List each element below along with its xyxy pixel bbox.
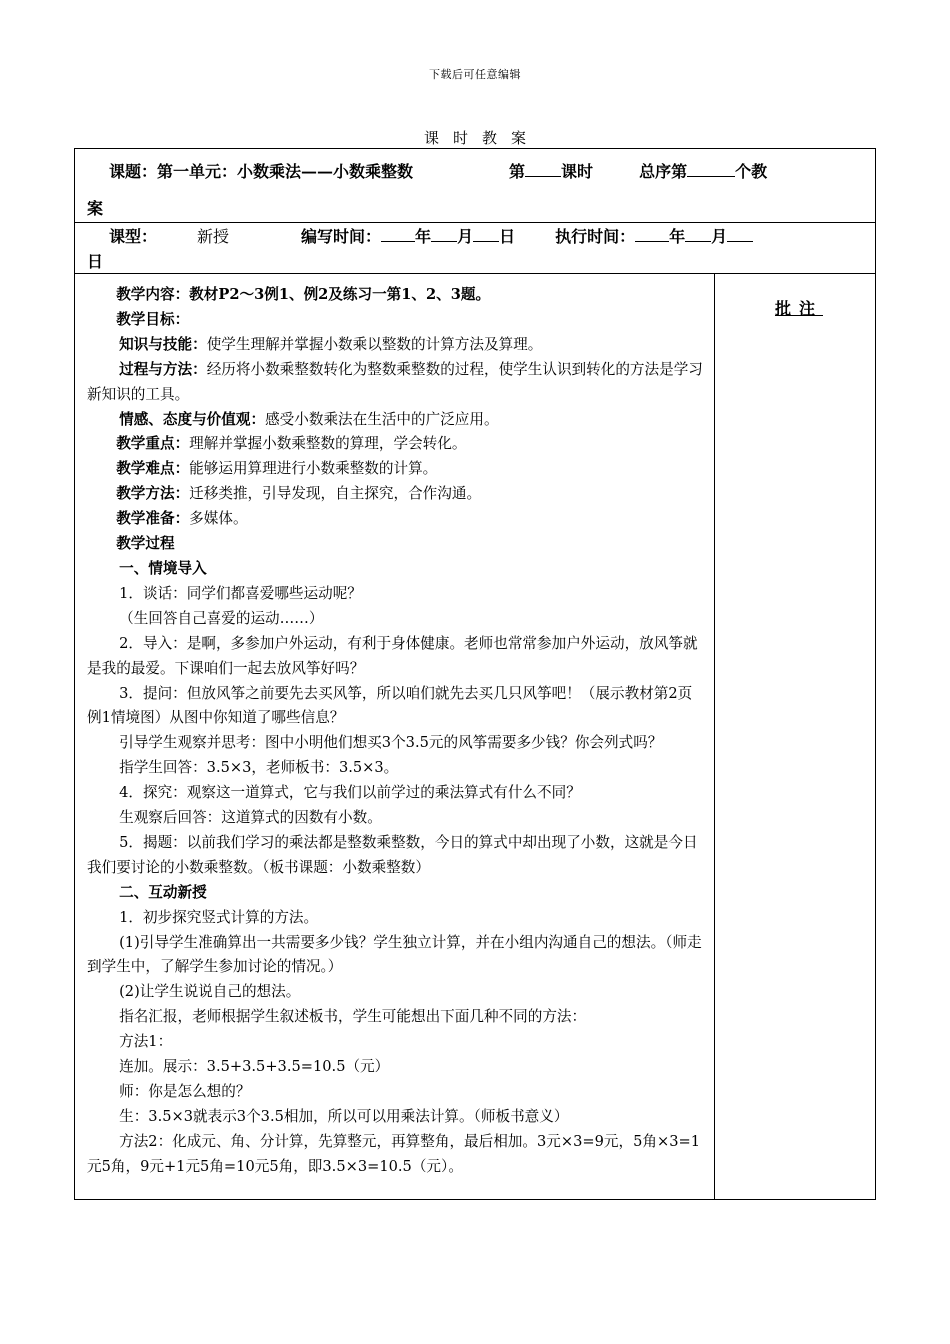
- exec-time-label: 执行时间：: [555, 227, 636, 246]
- paragraph: 方法1：: [119, 1033, 173, 1051]
- exec-year-label: 年: [669, 227, 686, 246]
- total-suffix-wrap: 案: [87, 199, 104, 218]
- teaching-prep: 教学准备：多媒体。: [116, 510, 248, 528]
- teaching-difficulty: 教学难点：能够运用算理进行小数乘整数的计算。: [116, 460, 438, 478]
- write-day-label: 日: [499, 227, 516, 246]
- paragraph: 引导学生观察并思考：图中小明他们想买3个3.5元的风筝需要多少钱？你会列式吗？: [119, 734, 663, 752]
- topic-row: [75, 149, 875, 223]
- write-month-label: 月: [457, 227, 474, 246]
- paragraph: 方法2：化成元、角、分计算，先算整元，再算整角，最后相加。3元×3=9元，5角×3=1元5角，9元+1元5角=10元5角，即3.5×3=10.5（元）。: [87, 1132, 701, 1175]
- annotation-label: 批注: [774, 299, 823, 318]
- paragraph: (1)引导学生准确算出一共需要多少钱？学生独立计算，并在小组内沟通自己的想法。（师走到学生中，了解学生参加讨论的情况。）: [87, 933, 702, 976]
- paragraph: 指学生回答：3.5×3，老师板书：3.5×3。: [119, 759, 399, 777]
- annotation-column: [715, 274, 875, 1199]
- type-value: 新授: [197, 227, 230, 246]
- write-year-label: 年: [415, 227, 432, 246]
- lesson-prefix: 第: [509, 162, 526, 181]
- lesson-content: [75, 274, 715, 1199]
- lesson-suffix: 课时: [561, 162, 594, 181]
- write-day-blank: [473, 225, 499, 242]
- write-year-blank: [381, 225, 415, 242]
- goals-label: 教学目标：: [116, 310, 190, 328]
- lesson-type-row: [75, 223, 875, 274]
- lesson-plan-table: [74, 148, 876, 1200]
- paragraph: 生：3.5×3就表示3个3.5相加，所以可以用乘法计算。（师板书意义）: [119, 1107, 569, 1125]
- goal-process: 过程与方法：经历将小数乘整数转化为整数乘整数的过程，使学生认识到转化的方法是学习新知识的工具。: [87, 360, 703, 403]
- total-prefix: 总序第: [639, 162, 688, 181]
- paragraph: 4．探究：观察这一道算式，它与我们以前学过的乘法算式有什么不同？: [119, 784, 581, 802]
- topic-value: 第一单元：小数乘法——小数乘整数: [157, 162, 414, 181]
- exec-month-label: 月: [711, 227, 728, 246]
- exec-month-blank: [685, 225, 711, 242]
- write-month-blank: [431, 225, 457, 242]
- section-heading: 二、互动新授: [119, 883, 207, 901]
- section-heading: 一、情境导入: [119, 559, 207, 577]
- teaching-method: 教学方法：迁移类推，引导发现，自主探究，合作沟通。: [116, 485, 482, 503]
- goal-knowledge: 知识与技能：使学生理解并掌握小数乘以整数的计算方法及算理。: [119, 335, 543, 353]
- goal-attitude: 情感、态度与价值观：感受小数乘法在生活中的广泛应用。: [119, 410, 499, 428]
- type-label: 课型：: [109, 227, 158, 246]
- lesson-number-blank: [525, 160, 561, 177]
- paragraph: 连加。展示：3.5+3.5+3.5=10.5（元）: [119, 1058, 390, 1076]
- total-suffix: 个教: [735, 162, 768, 181]
- exec-day-blank: [727, 225, 753, 242]
- paragraph: 5．揭题：以前我们学习的乘法都是整数乘整数，今日的算式中却出现了小数，这就是今日我们要讨论的小数乘整数。（板书课题：小数乘整数）: [87, 833, 698, 876]
- teaching-key: 教学重点：理解并掌握小数乘整数的算理，学会转化。: [116, 435, 467, 453]
- exec-day-label: 日: [87, 252, 104, 271]
- exec-year-blank: [635, 225, 669, 242]
- topic-label: 课题：: [109, 162, 158, 181]
- paragraph: 3．提问：但放风筝之前要先去买风筝，所以咱们就先去买几只风筝吧！（展示教材第2页例1情境图）从图中你知道了哪些信息？: [87, 684, 693, 727]
- document-title: 课时教案: [423, 129, 540, 147]
- teaching-content: 教学内容：教材P2～3例1、例2及练习一第1、2、3题。: [116, 286, 491, 303]
- total-number-blank: [687, 160, 735, 177]
- paragraph: (2)让学生说说自己的想法。: [119, 983, 301, 1001]
- process-label: 教学过程: [116, 535, 175, 553]
- paragraph: （生回答自己喜爱的运动……）: [119, 609, 324, 627]
- paragraph: 1．谈话：同学们都喜爱哪些运动呢？: [119, 584, 362, 602]
- paragraph: 1．初步探究竖式计算的方法。: [119, 908, 319, 926]
- write-time-label: 编写时间：: [301, 227, 382, 246]
- paragraph: 生观察后回答：这道算式的因数有小数。: [119, 809, 382, 827]
- header-note: 下载后可任意编辑: [429, 68, 521, 81]
- paragraph: 师：你是怎么想的？: [119, 1083, 251, 1100]
- paragraph: 2．导入：是啊，多参加户外运动，有利于身体健康。老师也常常参加户外运动，放风筝就是我的最爱。下课咱们一起去放风筝好吗？: [87, 634, 698, 677]
- paragraph: 指名汇报，老师根据学生叙述板书，学生可能想出下面几种不同的方法：: [119, 1008, 587, 1026]
